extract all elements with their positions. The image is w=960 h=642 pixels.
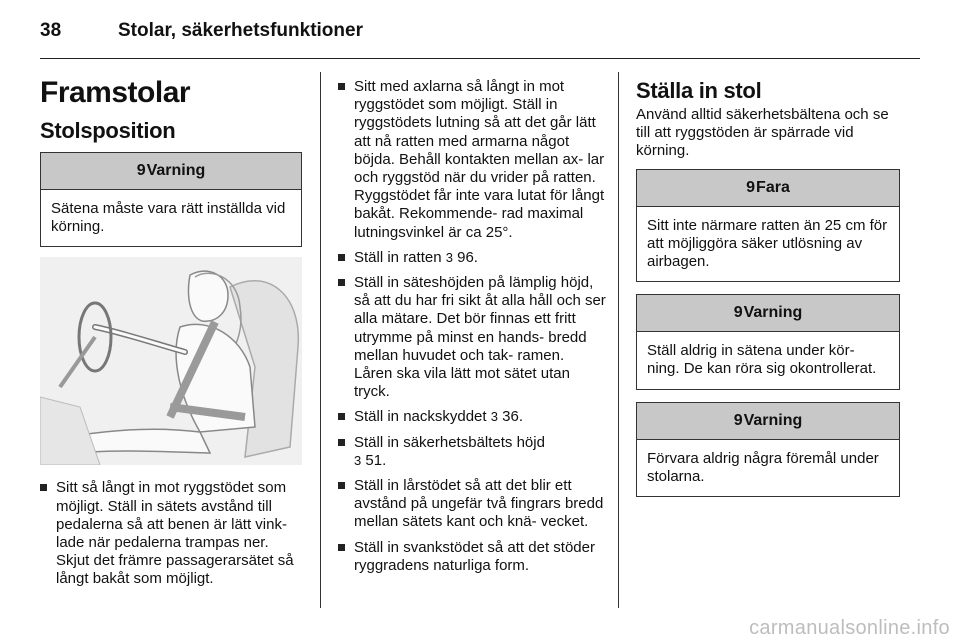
warning-icon: 9 [733,304,743,322]
danger-box-header [637,170,899,207]
bullet-icon [338,413,345,420]
warning-box [636,294,900,389]
warning-icon: 9 [136,162,146,179]
list-item [338,274,606,401]
intro-text: Använd alltid säkerhetsbältena och se till att ryggstöden är spärrade vid körning. [636,106,889,160]
bullet-icon [338,83,345,90]
bullet-icon [40,484,47,491]
header-rule [40,58,920,59]
warning-title: Varning [743,304,803,322]
warning-box [636,402,900,497]
middle-column [338,78,606,582]
column-divider-left [320,72,321,608]
warning-text: Ställ aldrig in sätena under kör- ning. De kan röra sig okontrollerat. [647,342,877,378]
list-item [338,249,606,267]
page-reference-arrow-icon: 3 [445,249,453,265]
warning-box-header [637,403,899,440]
page-reference[interactable]: 51. [365,451,387,469]
warning-box [40,152,302,247]
list-item-text: Ställ in lårstödet så att det blir ett avstånd på ungefär två fingrars bredd mellan sätets kant och knä- vecket. [354,477,604,531]
bullet-list-middle [338,78,606,575]
list-item [338,408,606,426]
list-item-text: Ställ in ratten [354,248,442,266]
seat-position-illustration [40,257,302,465]
driver-seat-illustration [40,257,302,465]
danger-text: Sitt inte närmare ratten än 25 cm för att möjliggöra säker utlösning av airbagen. [647,216,888,271]
section-subheading: Stolsposition [40,118,176,143]
list-item-text: Ställ in säkerhetsbältets höjd [354,433,545,451]
bullet-icon [338,544,345,551]
bullet-icon [338,439,345,446]
page-reference[interactable]: 96. [457,248,478,266]
page-number: 38 [40,20,62,41]
list-item [338,78,606,242]
left-column [40,72,302,596]
warning-text: Sätena måste vara rätt inställda vid körning. [51,200,286,236]
bullet-icon [338,254,345,261]
bullet-icon [338,279,345,286]
list-item-text: Sitt så långt in mot ryggstödet som möjligt. Ställ in sätets avstånd till pedalerna så att benen är lätt vink- lade när pedalerna trampas ner. Skjut det främre passagerarsätet så långt bakåt som möjligt. [56,479,294,588]
list-item [338,477,606,532]
list-item-text: Sitt med axlarna så långt in mot ryggstödet som möjligt. Ställ in ryggstödets lutning så att det går lätt att nå ratten med armarna något böjda. Behåll kontakten mellan ax- lar och ryggstöd när du vrider på ratten. Ryggstödet får inte vara lutat för långt bakåt. Rekommende- rad maximal lutningsvinkel är ca 25°. [354,78,605,241]
column-divider-right [618,72,619,608]
warning-box-header [637,295,899,332]
danger-box [636,169,900,283]
page-header-title: Stolar, säkerhetsfunktioner [118,20,363,41]
warning-title: Varning [743,411,803,429]
section-heading-adjust-seat: Ställa in stol [636,78,762,103]
watermark: carmanualsonline.info [749,617,950,639]
warning-title: Varning [146,162,206,179]
page-reference-arrow-icon: 3 [354,452,362,468]
page-reference[interactable]: 36. [502,408,524,426]
list-item [40,479,302,588]
right-column [636,78,900,497]
list-item [338,434,606,470]
page-reference-arrow-icon: 3 [490,409,498,425]
bullet-list-left [40,479,302,588]
list-item-text: Ställ in svankstödet så att det stöder ryggradens naturliga form. [354,538,595,574]
list-item-text: Ställ in nackskyddet [354,408,487,426]
warning-box-header [41,153,301,190]
section-heading: Framstolar [40,76,191,109]
warning-icon: 9 [746,178,756,196]
warning-text: Förvara aldrig några föremål under stolarna. [647,449,879,485]
danger-title: Fara [756,178,790,196]
bullet-icon [338,482,345,489]
list-item-text: Ställ in säteshöjden på lämplig höjd, så att du har fri sikt åt alla håll och ser alla mätare. Det bör finnas ett fritt utrymme på minst en hands- bredd mellan huvudet och tak- ramen. Låren ska vila lätt mot sätet utan tryck. [354,274,606,401]
warning-icon: 9 [733,411,743,429]
list-item [338,539,606,575]
